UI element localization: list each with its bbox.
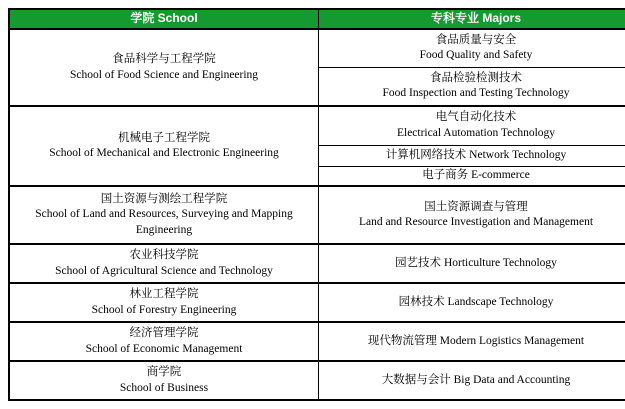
table-row	[9, 186, 625, 244]
major-name-cn: 园林技术	[398, 295, 445, 308]
schools-majors-table	[8, 8, 625, 401]
major-name-en: Electrical Automation Technology	[396, 126, 556, 139]
major-cell	[319, 29, 625, 67]
major-cell	[319, 67, 625, 106]
school-cell	[9, 361, 319, 400]
school-name-cn: 国土资源与测绘工程学院	[100, 192, 228, 205]
major-cell	[319, 106, 625, 145]
table-row	[9, 361, 625, 400]
table-row	[9, 29, 625, 67]
school-column-header: 学院 School	[9, 9, 319, 29]
table-row	[9, 283, 625, 322]
table-body	[9, 29, 625, 400]
major-cell	[319, 283, 625, 322]
major-cell	[319, 244, 625, 283]
school-name-cn: 机械电子工程学院	[118, 131, 210, 144]
school-cell	[9, 322, 319, 361]
table-row	[9, 244, 625, 283]
table-header	[9, 9, 625, 29]
school-cell	[9, 29, 319, 106]
school-name-cn: 经济管理学院	[129, 327, 199, 339]
major-name-en: Landscape Technology	[447, 295, 554, 308]
major-name-en: Big Data and Accounting	[453, 373, 571, 386]
major-name-en: Network Technology	[469, 148, 567, 161]
major-name-cn: 园艺技术	[395, 256, 442, 269]
table-row	[9, 322, 625, 361]
major-name-en: Food Inspection and Testing Technology	[382, 87, 570, 100]
school-name-cn: 林业工程学院	[129, 288, 199, 300]
school-name-en: School of Agricultural Science and Technology	[55, 264, 273, 277]
major-name-en: E-commerce	[471, 169, 530, 181]
major-cell	[319, 166, 625, 186]
major-name-cn: 食品检验检测技术	[430, 71, 522, 84]
school-name-cn: 食品科学与工程学院	[112, 53, 216, 65]
school-name-en: School of Forestry Engineering	[91, 303, 237, 316]
school-name-cn: 农业科技学院	[129, 249, 199, 261]
school-name-en: School of Business	[119, 381, 209, 394]
school-cell	[9, 186, 319, 244]
table-row	[9, 106, 625, 145]
major-cell	[319, 145, 625, 166]
major-name-en: Food Quality and Safety	[419, 49, 533, 62]
school-name-en: School of Mechanical and Electronic Engineering	[49, 147, 279, 159]
school-cell	[9, 244, 319, 283]
major-name-cn: 食品质量与安全	[435, 33, 517, 46]
majors-column-header: 专科专业 Majors	[319, 9, 625, 29]
major-cell	[319, 186, 625, 244]
school-name-en: School of Economic Management	[85, 342, 243, 355]
major-name-cn: 国土资源调查与管理	[424, 200, 528, 213]
school-name-en: School of Land and Resources, Surveying and Mapping Engineering	[35, 208, 293, 236]
major-cell	[319, 361, 625, 400]
major-name-en: Horticulture Technology	[443, 256, 557, 269]
school-cell	[9, 106, 319, 186]
major-name-cn: 现代物流管理	[367, 334, 437, 347]
school-name-en: School of Food Science and Engineering	[69, 68, 259, 81]
header-row	[9, 9, 625, 29]
school-cell	[9, 283, 319, 322]
major-name-en: Land and Resource Investigation and Management	[358, 216, 594, 228]
major-cell	[319, 322, 625, 361]
major-name-cn: 电气自动化技术	[435, 111, 517, 124]
major-name-cn: 电子商务	[422, 169, 469, 181]
major-name-cn: 大数据与会计	[381, 373, 451, 386]
major-name-en: Modern Logistics Management	[439, 334, 585, 347]
major-name-cn: 计算机网络技术	[385, 148, 467, 161]
school-name-cn: 商学院	[146, 366, 182, 378]
